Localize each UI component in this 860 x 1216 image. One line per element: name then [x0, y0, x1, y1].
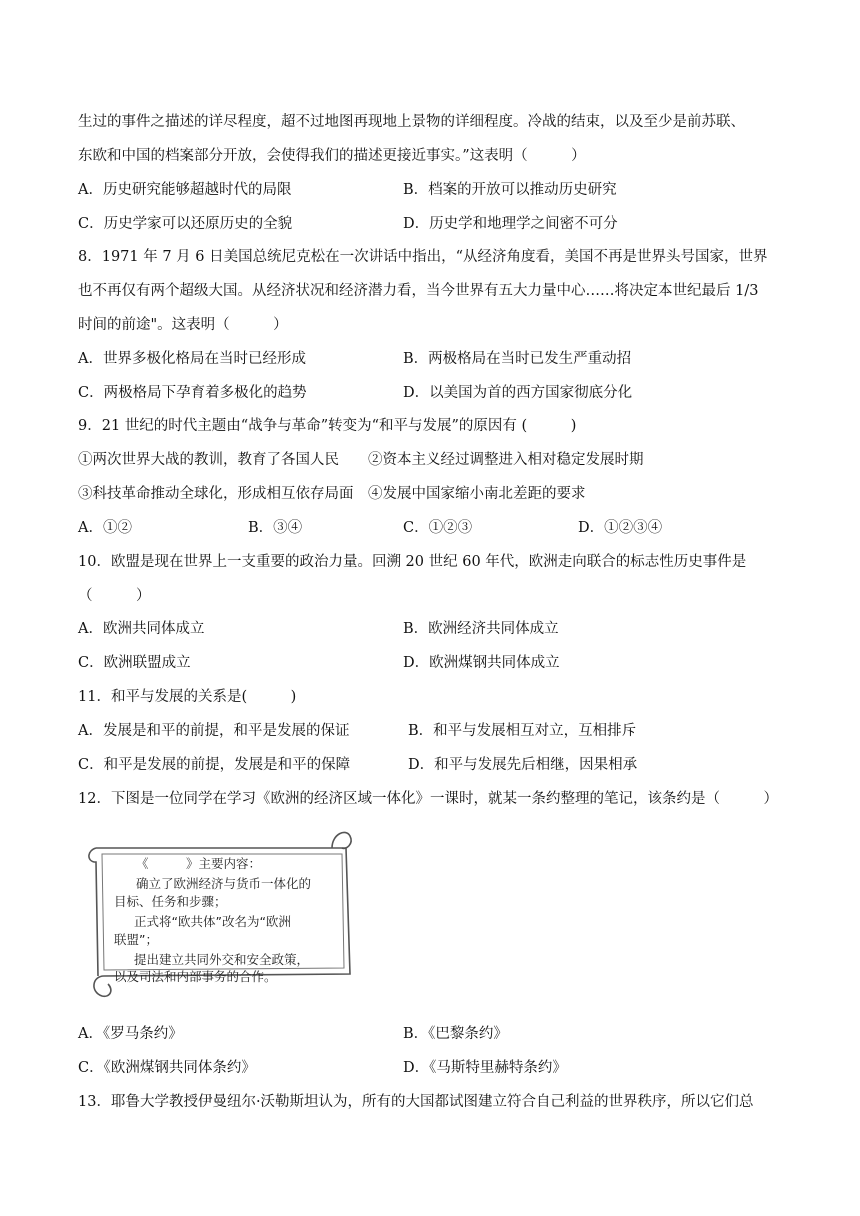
q10-stem-line1: 10．欧盟是现在世界上一支重要的政治力量。回溯 20 世纪 60 年代，欧洲走向联合的标志性历史事件是: [78, 554, 747, 570]
q7-stem-line1: 生过的事件之描述的详尽程度，超不过地图再现地上景物的详细程度。冷战的结束，以及至少是前苏联、: [78, 114, 745, 130]
q12-option-d: D．《马斯特里赫特条约》: [403, 1060, 567, 1076]
q11-option-b: B．和平与发展相互对立，互相排斥: [408, 723, 637, 739]
scroll-note-line-7: 以及司法和内部事务的合作。: [114, 969, 277, 984]
q11-option-c: C．和平是发展的前提，发展是和平的保障: [78, 757, 351, 773]
q8-option-c: C．两极格局下孕育着多极化的趋势: [78, 385, 307, 401]
q9-option-c: C．①②③: [403, 520, 473, 536]
q8-stem-line1: 8．1971 年 7 月 6 日美国总统尼克松在一次讲话中指出，“从经济角度看，美国不再是世界头号国家，世界: [78, 249, 768, 265]
q9-option-a: A．①②: [78, 520, 132, 536]
q9-option-b: B．③④: [248, 520, 303, 536]
q12-option-b: B．《巴黎条约》: [403, 1026, 508, 1042]
q8-stem-line2: 也不再仅有两个超级大国。从经济状况和经济潜力看，当今世界有五大力量中心……将决定本世纪最后 1/3: [78, 283, 759, 299]
q11-option-a: A．发展是和平的前提，和平是发展的保证: [78, 723, 350, 739]
q9-items-3-4: ③科技革命推动全球化，形成相互依存局面 ④发展中国家缩小南北差距的要求: [78, 486, 586, 502]
q9-stem: 9．21 世纪的时代主题由“战争与革命”转变为“和平与发展”的原因有 ( ): [78, 418, 577, 434]
q10-option-b: B．欧洲经济共同体成立: [403, 621, 559, 637]
scroll-note-line-6: 提出建立共同外交和安全政策，: [134, 952, 310, 967]
q9-option-d: D．①②③④: [578, 520, 663, 536]
scroll-note-line-4: 正式将“欧共体”改名为“欧洲: [134, 914, 291, 929]
q10-stem-line2: （ ）: [78, 588, 151, 604]
q8-stem-line3: 时间的前途"。这表明（ ）: [78, 317, 288, 333]
q10-option-a: A．欧洲共同体成立: [78, 621, 205, 637]
q12-option-a: A．《罗马条约》: [78, 1026, 183, 1042]
scroll-note-image: [84, 826, 356, 1002]
q10-option-c: C．欧洲联盟成立: [78, 655, 191, 671]
scroll-note-line-5: 联盟”；: [114, 932, 158, 947]
q7-option-d: D．历史学和地理学之间密不可分: [403, 216, 618, 232]
q13-stem-line1: 13．耶鲁大学教授伊曼纽尔·沃勒斯坦认为，所有的大国都试图建立符合自己利益的世界秩序，所以它们总: [78, 1094, 754, 1110]
scroll-note-line-3: 目标、任务和步骤；: [114, 894, 227, 909]
q7-option-c: C．历史学家可以还原历史的全貌: [78, 216, 293, 232]
q9-items-1-2: ①两次世界大战的教训，教育了各国人民 ②资本主义经过调整进入相对稳定发展时期: [78, 452, 644, 468]
q7-option-b: B．档案的开放可以推动历史研究: [403, 182, 617, 198]
q8-option-a: A．世界多极化格局在当时已经形成: [78, 351, 306, 367]
q7-option-a: A．历史研究能够超越时代的局限: [78, 182, 292, 198]
q11-stem: 11．和平与发展的关系是( ): [78, 689, 297, 705]
q7-stem-line2: 东欧和中国的档案部分开放，会使得我们的描述更接近事实。”这表明（ ）: [78, 148, 586, 164]
q12-option-c: C．《欧洲煤钢共同体条约》: [78, 1060, 256, 1076]
q11-option-d: D．和平与发展先后相继，因果相承: [408, 757, 638, 773]
q8-option-d: D．以美国为首的西方国家彻底分化: [403, 385, 633, 401]
q8-option-b: B．两极格局在当时已发生严重动招: [403, 351, 632, 367]
q10-option-d: D．欧洲煤钢共同体成立: [403, 655, 560, 671]
scroll-note-line-2: 确立了欧洲经济与货币一体化的: [136, 876, 312, 891]
scroll-note-line-1: 《 》主要内容：: [136, 856, 262, 871]
q12-stem: 12．下图是一位同学在学习《欧洲的经济区域一体化》一课时，就某一条约整理的笔记，该条约是（ ）: [78, 791, 778, 807]
